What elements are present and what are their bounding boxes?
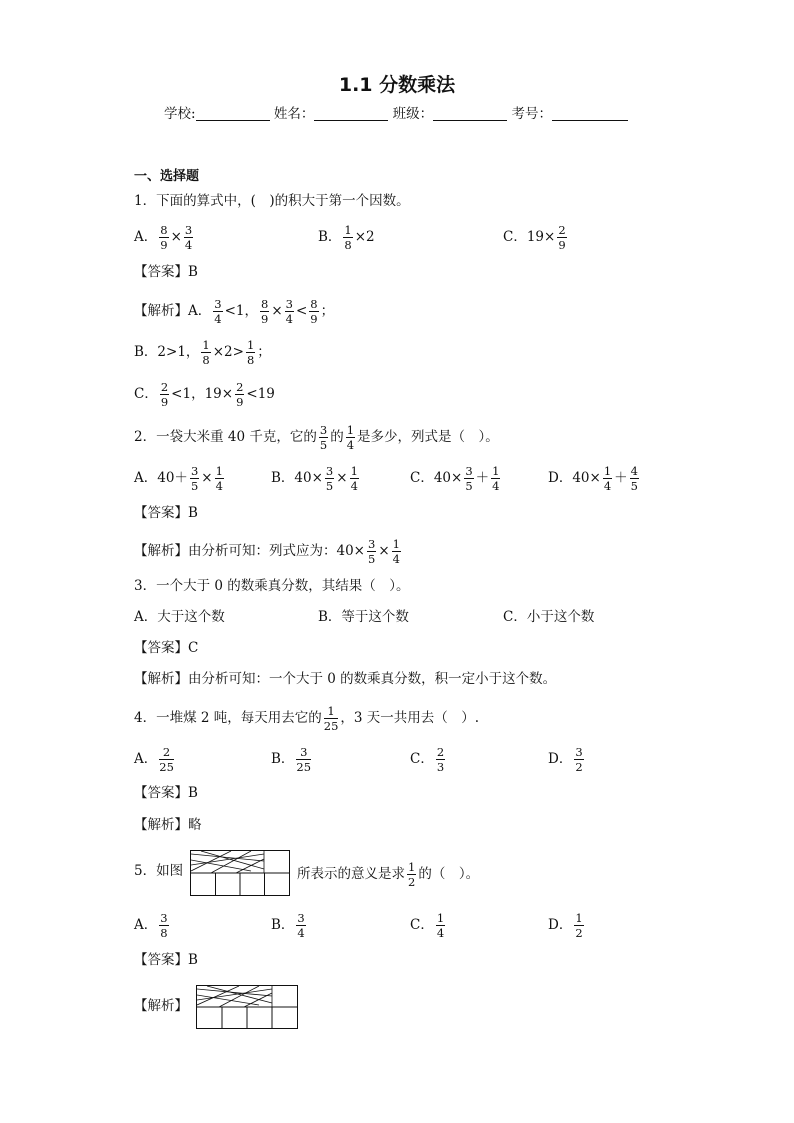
q5-option-c: C． $\frac{1}{4}$ [410,911,445,940]
q4-option-c: C． $\frac{2}{3}$ [410,745,445,774]
q1-analysis-a: 【解析】A． $\frac{3}{4}$ <1， $\frac{8}{9}$ × $\frac{3}{4}$ < $\frac{8}{9}$ ； [134,297,335,326]
fraction: $\frac{3}{4}$ [297,911,305,940]
q4-answer: 【答案】B [134,785,198,801]
section-title: 一、选择题 [134,169,200,184]
q1-option-b: B． $\frac{1}{8}$ ×2 [318,223,375,252]
fraction: $\frac{1}{4}$ [392,537,400,566]
q2-analysis: 【解析】由分析可知：列式应为：40× $\frac{3}{5}$ × $\frac{1}{4}$ [134,537,400,566]
q2-stem: 2．一袋大米重 40 千克，它的 $\frac{3}{5}$ 的 $\frac{1}{4}$ 是多少，列式是（ ）。 [134,423,499,452]
fraction: $\frac{2}{9}$ [160,380,169,409]
fraction: $\frac{3}{5}$ [368,537,376,566]
fraction: $\frac{1}{8}$ [246,338,255,367]
q2-option-c: C．40× $\frac{3}{5}$ ＋ $\frac{1}{4}$ [410,464,500,493]
name-blank[interactable] [314,106,388,121]
fraction: $\frac{3}{5}$ [190,464,199,493]
fraction: $\frac{4}{5}$ [630,464,638,493]
q5-option-d: D． $\frac{1}{2}$ [548,911,583,940]
page-title: 1.1 分数乘法 [338,74,456,96]
q4-option-d: D． $\frac{3}{2}$ [548,745,583,774]
q3-stem: 3．一个大于 0 的数乘真分数，其结果（ ）。 [134,578,410,594]
q5-answer: 【答案】B [134,952,198,968]
fraction: $\frac{3}{2}$ [575,745,583,774]
q4-option-b: B． $\frac{3}{25}$ [271,745,312,774]
q5-analysis-label: 【解析】 [134,998,188,1014]
fraction: $\frac{2}{9}$ [236,380,244,409]
fraction: $\frac{3}{5}$ [465,464,473,493]
fraction: $\frac{2}{9}$ [558,223,566,252]
q5-option-b: B． $\frac{3}{4}$ [271,911,305,940]
q1-option-a: A． $\frac{8}{9}$ × $\frac{3}{4}$ [134,223,193,252]
fraction: $\frac{3}{4}$ [184,223,193,252]
fraction: $\frac{8}{9}$ [160,223,168,252]
q5-analysis-figure-grid [196,985,298,1029]
q3-answer: 【答案】C [134,640,199,656]
q1-stem: 1．下面的算式中，( )的积大于第一个因数。 [134,193,410,209]
fraction: $\frac{1}{4}$ [350,464,358,493]
class-label: 班级： [392,106,434,122]
q1-analysis-c: C． $\frac{2}{9}$ <1，19× $\frac{2}{9}$ <19 [134,380,275,409]
school-label: 学校: [164,106,196,122]
fraction: $\frac{1}{8}$ [344,223,352,252]
fraction: $\frac{1}{25}$ [323,704,339,733]
fraction: $\frac{1}{4}$ [346,423,355,452]
fraction: $\frac{3}{8}$ [160,911,168,940]
q1-option-c: C．19× $\frac{2}{9}$ [503,223,566,252]
exam-no-label: 考号： [511,106,552,122]
q4-stem: 4．一堆煤 2 吨，每天用去它的 $\frac{1}{25}$ ，3 天一共用去（ ）. [134,704,480,733]
q3-option-c: C．小于这个数 [503,609,595,625]
q5-option-a: A． $\frac{3}{8}$ [134,911,168,940]
fraction: $\frac{1}{8}$ [202,338,210,367]
q3-analysis: 【解析】由分析可知：一个大于 0 的数乘真分数，积一定小于这个数。 [134,671,557,687]
q1-analysis-b: B．2>1， $\frac{1}{8}$ ×2> $\frac{1}{8}$ ； [134,338,271,367]
student-info-line [164,102,628,122]
fraction: $\frac{3}{5}$ [325,464,334,493]
fraction: $\frac{1}{2}$ [408,860,416,889]
q4-analysis: 【解析】略 [134,817,202,833]
q5-stem-prefix: 5．如图 [134,863,184,879]
fraction: $\frac{3}{25}$ [296,745,312,774]
q2-answer: 【答案】B [134,505,198,521]
fraction: $\frac{2}{25}$ [159,745,174,774]
q5-stem: 所表示的意义是求 $\frac{1}{2}$ 的（ ）。 [297,860,480,889]
fraction: $\frac{8}{9}$ [310,297,318,326]
fraction: $\frac{3}{5}$ [319,423,328,452]
fraction: $\frac{8}{9}$ [260,297,269,326]
q2-option-a: A．40＋ $\frac{3}{5}$ × $\frac{1}{4}$ [134,464,223,493]
q2-option-d: D．40× $\frac{1}{4}$ ＋ $\frac{4}{5}$ [548,464,638,493]
q3-option-a: A．大于这个数 [134,609,225,625]
shaded-grid-figure [197,986,297,1028]
fraction: $\frac{1}{4}$ [436,911,445,940]
q3-option-b: B．等于这个数 [318,609,409,625]
fraction: $\frac{2}{3}$ [436,745,445,774]
q2-option-b: B．40× $\frac{3}{5}$ × $\frac{1}{4}$ [271,464,358,493]
q4-option-a: A． $\frac{2}{25}$ [134,745,174,774]
fraction: $\frac{3}{4}$ [285,297,293,326]
exam-no-blank[interactable] [552,106,628,121]
class-blank[interactable] [433,106,507,121]
name-label: 姓名： [273,106,315,122]
fraction: $\frac{1}{2}$ [575,911,583,940]
shaded-grid-figure [191,851,289,895]
fraction: $\frac{3}{4}$ [214,297,222,326]
fraction: $\frac{1}{4}$ [603,464,612,493]
school-blank[interactable] [196,106,270,121]
fraction: $\frac{1}{4}$ [492,464,500,493]
q5-figure-grid [190,850,290,896]
fraction: $\frac{1}{4}$ [215,464,223,493]
q1-answer: 【答案】B [134,264,198,280]
